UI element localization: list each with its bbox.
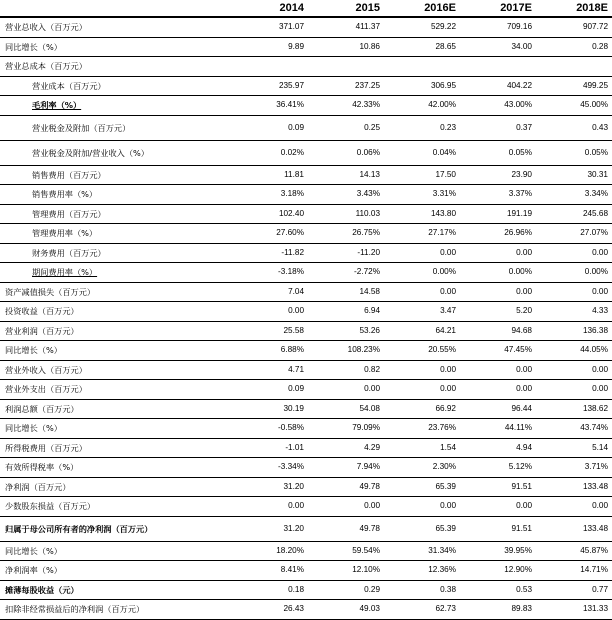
value-cell: 12.90% [460, 561, 536, 581]
value-cell: 4.33 [536, 302, 612, 322]
row-label [0, 140, 232, 165]
value-cell: 2.30% [384, 458, 460, 478]
value-cell: -3.34% [232, 458, 308, 478]
value-cell: 0.05% [460, 140, 536, 165]
value-cell: 91.51 [460, 516, 536, 541]
row-label-text: 同比增长（%） [5, 345, 62, 356]
row-label-text: 摊薄每股收益（元） [5, 584, 79, 595]
value-cell [308, 57, 384, 77]
value-cell: 3.34% [536, 185, 612, 205]
value-cell: 23.90 [460, 165, 536, 185]
value-cell: 49.78 [308, 477, 384, 497]
value-cell: 31.34% [384, 541, 460, 561]
value-cell: 0.06% [308, 140, 384, 165]
value-cell: 9.89 [232, 37, 308, 57]
value-cell: 43.00% [460, 96, 536, 116]
value-cell: 0.00% [384, 263, 460, 283]
value-cell: 4.71 [232, 360, 308, 380]
value-cell: 0.77 [536, 580, 612, 600]
value-cell: 404.22 [460, 76, 536, 96]
value-cell [460, 57, 536, 77]
row-label-text: 营业税金及附加/营业收入（%） [32, 147, 149, 158]
value-cell: 8.41% [232, 561, 308, 581]
table-row [0, 57, 612, 77]
value-cell: 0.00 [460, 380, 536, 400]
value-cell: 143.80 [384, 204, 460, 224]
value-cell: 42.00% [384, 96, 460, 116]
row-label-text: 营业总收入（百万元） [5, 22, 87, 33]
value-cell: 3.37% [460, 185, 536, 205]
table-row [0, 600, 612, 620]
value-cell: 0.00 [536, 360, 612, 380]
value-cell: 36.41% [232, 96, 308, 116]
value-cell: 26.75% [308, 224, 384, 244]
row-label [0, 37, 232, 57]
value-cell: 907.72 [536, 17, 612, 37]
value-cell: 0.00 [536, 282, 612, 302]
value-cell: 44.05% [536, 341, 612, 361]
row-label-text: 毛利率（%） [32, 100, 82, 111]
value-cell: 26.96% [460, 224, 536, 244]
value-cell: 12.10% [308, 561, 384, 581]
value-cell: 18.20% [232, 541, 308, 561]
value-cell: 31.20 [232, 516, 308, 541]
row-label [0, 185, 232, 205]
value-cell: 0.00 [308, 497, 384, 517]
value-cell: -2.72% [308, 263, 384, 283]
row-label-text: 财务费用（百万元） [32, 247, 106, 258]
row-label [0, 458, 232, 478]
row-label-text: 销售费用率（%） [32, 189, 98, 200]
row-label-text: 同比增长（%） [5, 423, 62, 434]
value-cell: 0.00 [232, 497, 308, 517]
table-row [0, 165, 612, 185]
value-cell: 59.54% [308, 541, 384, 561]
table-row [0, 458, 612, 478]
value-cell: 27.07% [536, 224, 612, 244]
value-cell: 14.71% [536, 561, 612, 581]
value-cell: 102.40 [232, 204, 308, 224]
value-cell: 0.00 [308, 380, 384, 400]
table-row [0, 37, 612, 57]
value-cell: -3.18% [232, 263, 308, 283]
value-cell: 65.39 [384, 516, 460, 541]
value-cell: 245.68 [536, 204, 612, 224]
row-label-text: 营业总成本（百万元） [5, 61, 87, 72]
value-cell: 5.14 [536, 438, 612, 458]
value-cell: 0.00 [232, 302, 308, 322]
value-cell: 27.60% [232, 224, 308, 244]
value-cell: 89.83 [460, 600, 536, 620]
value-cell: 133.48 [536, 477, 612, 497]
value-cell: 0.82 [308, 360, 384, 380]
row-label [0, 282, 232, 302]
value-cell: 10.86 [308, 37, 384, 57]
row-label-text: 所得税费用（百万元） [5, 442, 87, 453]
table-row [0, 561, 612, 581]
value-cell: 47.45% [460, 341, 536, 361]
table-row [0, 419, 612, 439]
value-cell: 5.12% [460, 458, 536, 478]
value-cell: 14.13 [308, 165, 384, 185]
value-cell: 66.92 [384, 399, 460, 419]
value-cell: 0.38 [384, 580, 460, 600]
table-row [0, 224, 612, 244]
row-label-text: 管理费用率（%） [32, 228, 98, 239]
table-row [0, 115, 612, 140]
value-cell: 65.39 [384, 477, 460, 497]
row-label [0, 76, 232, 96]
value-cell: 0.53 [460, 580, 536, 600]
value-cell: 0.02% [232, 140, 308, 165]
table-row [0, 497, 612, 517]
row-label-text: 利润总额（百万元） [5, 403, 79, 414]
row-label-text: 扣除非经常损益后的净利润（百万元） [5, 604, 145, 615]
value-cell: 6.88% [232, 341, 308, 361]
row-label [0, 165, 232, 185]
value-cell: 7.04 [232, 282, 308, 302]
header-label-cell [0, 0, 232, 17]
table-row [0, 282, 612, 302]
value-cell: 0.00 [384, 243, 460, 263]
value-cell: 6.94 [308, 302, 384, 322]
value-cell: 44.11% [460, 419, 536, 439]
row-label [0, 477, 232, 497]
table-row [0, 243, 612, 263]
value-cell: 0.00% [460, 263, 536, 283]
row-label-text: 净利润率（%） [5, 565, 62, 576]
row-label [0, 360, 232, 380]
row-label-text: 有效所得税率（%） [5, 462, 79, 473]
row-label [0, 243, 232, 263]
row-label [0, 115, 232, 140]
value-cell: 79.09% [308, 419, 384, 439]
value-cell: 53.26 [308, 321, 384, 341]
value-cell: 1.54 [384, 438, 460, 458]
row-label-text: 销售费用（百万元） [32, 169, 106, 180]
value-cell: 3.31% [384, 185, 460, 205]
row-label [0, 96, 232, 116]
row-label [0, 57, 232, 77]
row-label-text: 营业成本（百万元） [32, 80, 106, 91]
value-cell: 4.94 [460, 438, 536, 458]
value-cell: 39.95% [460, 541, 536, 561]
row-label [0, 497, 232, 517]
value-cell: 0.29 [308, 580, 384, 600]
value-cell: 11.81 [232, 165, 308, 185]
row-label [0, 561, 232, 581]
table-row [0, 380, 612, 400]
value-cell: 26.43 [232, 600, 308, 620]
value-cell: 0.00 [460, 497, 536, 517]
value-cell: 0.25 [308, 115, 384, 140]
row-label [0, 263, 232, 283]
value-cell: 108.23% [308, 341, 384, 361]
value-cell: 49.78 [308, 516, 384, 541]
header-row [0, 0, 612, 17]
value-cell [384, 57, 460, 77]
row-label [0, 399, 232, 419]
value-cell: 0.09 [232, 380, 308, 400]
value-cell [536, 57, 612, 77]
table-row [0, 263, 612, 283]
table-row [0, 580, 612, 600]
value-cell: 94.68 [460, 321, 536, 341]
row-label-text: 营业利润（百万元） [5, 325, 79, 336]
value-cell: 96.44 [460, 399, 536, 419]
value-cell: 34.00 [460, 37, 536, 57]
value-cell [232, 57, 308, 77]
row-label-text: 营业外支出（百万元） [5, 384, 87, 395]
row-label-text: 同比增长（%） [5, 41, 62, 52]
table-row [0, 76, 612, 96]
row-label-text: 营业税金及附加（百万元） [32, 122, 131, 133]
table-row [0, 185, 612, 205]
table-row [0, 360, 612, 380]
row-label [0, 380, 232, 400]
table-row [0, 302, 612, 322]
table-row [0, 438, 612, 458]
table-row [0, 140, 612, 165]
row-label [0, 580, 232, 600]
value-cell: 191.19 [460, 204, 536, 224]
value-cell: 23.76% [384, 419, 460, 439]
table-row [0, 399, 612, 419]
year-header: 2017E [460, 0, 536, 17]
value-cell: 133.48 [536, 516, 612, 541]
row-label [0, 516, 232, 541]
row-label-text: 少数股东损益（百万元） [5, 501, 96, 512]
row-label [0, 438, 232, 458]
year-header: 2016E [384, 0, 460, 17]
value-cell: 138.62 [536, 399, 612, 419]
table-row [0, 321, 612, 341]
value-cell: 62.73 [384, 600, 460, 620]
value-cell: 12.36% [384, 561, 460, 581]
value-cell: 0.43 [536, 115, 612, 140]
value-cell: 0.00 [536, 243, 612, 263]
value-cell: 0.00 [384, 360, 460, 380]
value-cell: 20.55% [384, 341, 460, 361]
value-cell: 3.71% [536, 458, 612, 478]
row-label [0, 17, 232, 37]
row-label-text: 归属于母公司所有者的净利润（百万元） [5, 523, 153, 534]
value-cell: 136.38 [536, 321, 612, 341]
value-cell: 0.05% [536, 140, 612, 165]
value-cell: 45.87% [536, 541, 612, 561]
value-cell: 54.08 [308, 399, 384, 419]
value-cell: 0.28 [536, 37, 612, 57]
value-cell: 4.29 [308, 438, 384, 458]
value-cell: 0.00% [536, 263, 612, 283]
year-header: 2015 [308, 0, 384, 17]
value-cell: -1.01 [232, 438, 308, 458]
row-label-text: 期间费用率（%） [32, 267, 98, 278]
value-cell: 64.21 [384, 321, 460, 341]
value-cell: 14.58 [308, 282, 384, 302]
value-cell: 0.00 [536, 380, 612, 400]
value-cell: 25.58 [232, 321, 308, 341]
value-cell: 49.03 [308, 600, 384, 620]
value-cell: 237.25 [308, 76, 384, 96]
value-cell: 5.20 [460, 302, 536, 322]
value-cell: 27.17% [384, 224, 460, 244]
year-header: 2018E [536, 0, 612, 17]
table-row [0, 17, 612, 37]
value-cell: 306.95 [384, 76, 460, 96]
value-cell: 28.65 [384, 37, 460, 57]
value-cell: 499.25 [536, 76, 612, 96]
value-cell: 3.47 [384, 302, 460, 322]
value-cell: 0.04% [384, 140, 460, 165]
row-label-text: 管理费用（百万元） [32, 208, 106, 219]
value-cell: -11.20 [308, 243, 384, 263]
row-label [0, 321, 232, 341]
value-cell: 3.18% [232, 185, 308, 205]
table-row [0, 204, 612, 224]
row-label-text: 同比增长（%） [5, 545, 62, 556]
value-cell: 0.00 [460, 282, 536, 302]
value-cell: 0.00 [460, 360, 536, 380]
row-label [0, 302, 232, 322]
value-cell: 7.94% [308, 458, 384, 478]
value-cell: 0.18 [232, 580, 308, 600]
value-cell: 0.37 [460, 115, 536, 140]
row-label [0, 204, 232, 224]
value-cell: 0.00 [384, 497, 460, 517]
value-cell: 31.20 [232, 477, 308, 497]
value-cell: 0.09 [232, 115, 308, 140]
row-label [0, 600, 232, 620]
value-cell: 30.31 [536, 165, 612, 185]
value-cell: 0.00 [384, 282, 460, 302]
row-label [0, 541, 232, 561]
value-cell: 42.33% [308, 96, 384, 116]
row-label-text: 净利润（百万元） [5, 481, 71, 492]
row-label [0, 224, 232, 244]
value-cell: 3.43% [308, 185, 384, 205]
row-label-text: 投资收益（百万元） [5, 306, 79, 317]
table-row [0, 516, 612, 541]
table-row [0, 541, 612, 561]
value-cell: 43.74% [536, 419, 612, 439]
value-cell: 529.22 [384, 17, 460, 37]
value-cell: 0.00 [384, 380, 460, 400]
table-row [0, 341, 612, 361]
table-row [0, 96, 612, 116]
value-cell: 17.50 [384, 165, 460, 185]
value-cell: 709.16 [460, 17, 536, 37]
value-cell: 0.23 [384, 115, 460, 140]
value-cell: 91.51 [460, 477, 536, 497]
value-cell: 45.00% [536, 96, 612, 116]
value-cell: 110.03 [308, 204, 384, 224]
value-cell: -11.82 [232, 243, 308, 263]
table-row [0, 477, 612, 497]
row-label [0, 419, 232, 439]
row-label [0, 341, 232, 361]
row-label-text: 资产减值损失（百万元） [5, 286, 96, 297]
value-cell: 131.33 [536, 600, 612, 620]
value-cell: 30.19 [232, 399, 308, 419]
value-cell: 371.07 [232, 17, 308, 37]
year-header: 2014 [232, 0, 308, 17]
value-cell: 235.97 [232, 76, 308, 96]
value-cell: 0.00 [460, 243, 536, 263]
value-cell: 0.00 [536, 497, 612, 517]
value-cell: -0.58% [232, 419, 308, 439]
row-label-text: 营业外收入（百万元） [5, 364, 87, 375]
value-cell: 411.37 [308, 17, 384, 37]
